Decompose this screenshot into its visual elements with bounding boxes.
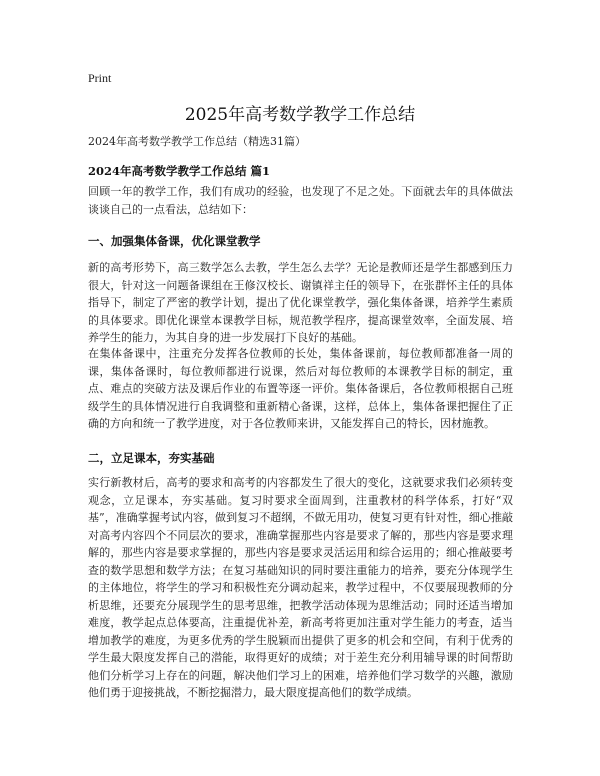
article-heading: 2024年高考数学教学工作总结 篇1 <box>88 164 271 178</box>
section2-heading: 二，立足课本，夯实基础 <box>88 451 215 465</box>
subtitle: 2024年高考数学教学工作总结（精选31篇） <box>88 135 306 148</box>
section1-paragraph-2: 在集体备课中，注重充分发挥各位教师的长处，集体备课前，每位教师都准备一周的课，集体备课时，每位教师都进行说课，然后对每位教师的本课教学目标的制定，重点、难点的突破方法及课后作业的布置等逐一评价。集体备课后，各位教师根据自己班级学生的具体情况进行自我调整和重新精心备课，这样，总体上，集体备课把握住了正确的方向和统一了教学进度，对于各位教师来讲，又能发挥自己的特长，因材施教。 <box>88 347 513 430</box>
section2-paragraph-1: 实行新教材后，高考的要求和高考的内容都发生了很大的变化，这就要求我们必须转变观念，立足课本，夯实基础。复习时要求全面周到，注重教材的科学体系，打好“双基”，准确掌握考试内容，做到复习不超纲，不做无用功，使复习更有针对性，细心推敲对高考内容四个不同层次的要求，准确掌握那些内容是要求了解的，那些内容是要求理解的，那些内容是要求掌握的，那些内容是要求灵活运用和综合运用的；细心推敲要考查的数学思想和数学方法；在复习基础知识的同时要注重能力的培养，要充分体现学生的主体地位，将学生的学习和积极性充分调动起来，教学过程中，不仅要展现教师的分析思维，还要充分展现学生的思考思维，把教学活动体现为思维活动；同时还适当增加难度，教学起点总体要高，注重提优补差，新高考将更加注重对学生能力的考查，适当增加教学的难度，为更多优秀的学生脱颖而出提供了更多的机会和空间，有利于优秀的学生最大限度发挥自己的潜能，取得更好的成绩；对于差生充分利用辅导课的时间帮助他们分析学习上存在的问题，解决他们学习上的困难，培养他们学习数学的兴趣，激励他们勇于迎接挑战，不断挖掘潜力，最大限度提高他们的数学成绩。 <box>88 476 513 699</box>
intro-paragraph: 回顾一年的教学工作，我们有成功的经验，也发现了不足之处。下面就去年的具体做法谈谈自己的一点看法，总结如下： <box>88 185 513 216</box>
print-link[interactable]: Print <box>88 71 112 85</box>
section1-paragraph-1: 新的高考形势下，高三数学怎么去教，学生怎么去学？无论是教师还是学生都感到压力很大，针对这一问题备课组在王修汉校长、谢镇祥主任的领导下，在张群怀主任的具体指导下，制定了严密的教学计划，提出了优化课堂教学，强化集体备课，培养学生素质的具体要求。即优化课堂本课教学目标，规范教学程序，提高课堂效率，全面发展、培养学生的能力，为其自身的进一步发展打下良好的基础。 <box>88 261 513 344</box>
section1-heading: 一、加强集体备课，优化课堂教学 <box>88 234 261 248</box>
page-title: 2025年高考数学教学工作总结 <box>184 105 416 125</box>
